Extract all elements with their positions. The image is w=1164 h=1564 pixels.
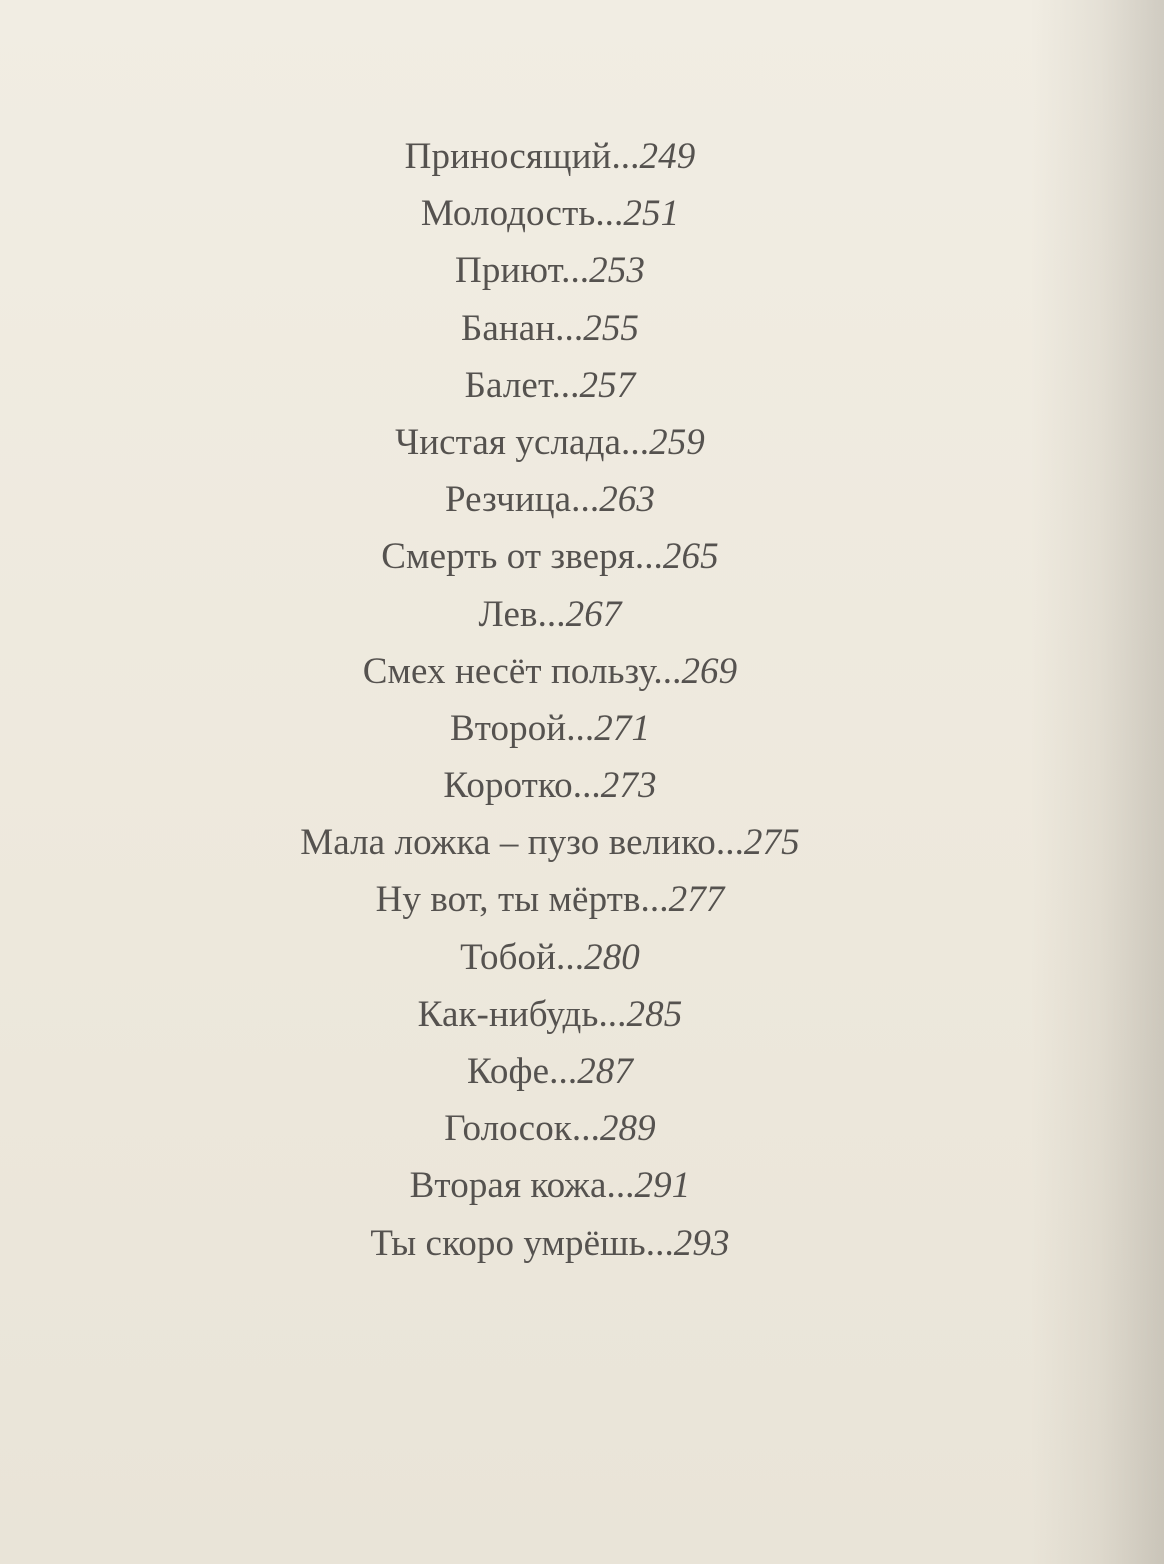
toc-entry-page-number: 263: [599, 479, 656, 521]
toc-entry-title: Голосок...: [444, 1108, 600, 1150]
toc-entry-page-number: 289: [599, 1108, 656, 1150]
toc-entry-title: Ну вот, ты мёртв...: [375, 879, 669, 921]
toc-entry-page-number: 273: [600, 765, 657, 807]
toc-entry: [0, 1043, 1100, 1100]
toc-entry-title: Резчица...: [444, 479, 600, 521]
toc-entry-title: Молодость...: [420, 193, 624, 235]
toc-entry-title: Смерть от зверя...: [381, 536, 663, 578]
toc-entry-title: Мала ложка – пузо велико...: [300, 822, 744, 864]
toc-entry-page-number: 291: [634, 1165, 691, 1207]
toc-entry: [0, 357, 1100, 414]
toc-entry-title: Ты скоро умрёшь...: [370, 1222, 674, 1264]
toc-entry: [0, 185, 1100, 242]
toc-entry: [0, 128, 1100, 185]
toc-entry-page-number: 271: [594, 707, 651, 749]
toc-entry-title: Смех несёт пользу...: [362, 650, 682, 692]
toc-entry: [0, 471, 1100, 528]
toc-entry-page-number: 251: [623, 193, 680, 235]
toc-entry-page-number: 285: [626, 993, 683, 1035]
toc-entry-page-number: 269: [681, 650, 738, 692]
toc-entry-title: Банан...: [460, 307, 584, 349]
toc-entry-title: Тобой...: [460, 936, 585, 978]
toc-entry-page-number: 280: [584, 936, 640, 978]
toc-entry: [0, 528, 1100, 585]
toc-entry-page-number: 255: [583, 307, 640, 349]
toc-entry-page-number: 259: [649, 421, 705, 463]
toc-entry-title: Вторая кожа...: [409, 1165, 635, 1207]
toc-entry-title: Второй...: [449, 707, 595, 749]
toc-entry-title: Коротко...: [443, 765, 601, 807]
toc-entry-title: Приют...: [455, 250, 590, 292]
toc-entry-page-number: 293: [673, 1222, 730, 1264]
toc-entry-page-number: 249: [639, 136, 696, 177]
toc-entry: [0, 300, 1100, 357]
toc-entry-title: Как-нибудь...: [417, 993, 627, 1035]
toc-entry: [0, 643, 1100, 700]
toc-entry: [0, 700, 1100, 757]
toc-entry-page-number: 277: [668, 879, 725, 921]
table-of-contents: [0, 128, 1100, 1272]
toc-entry: [0, 414, 1100, 471]
toc-entry-title: Кофе...: [467, 1051, 578, 1092]
toc-entry-title: Приносящий...: [404, 136, 640, 177]
toc-entry: [0, 586, 1100, 643]
toc-entry-page-number: 275: [743, 822, 800, 864]
toc-entry-page-number: 267: [565, 593, 622, 635]
toc-entry-title: Чистая услада...: [395, 421, 650, 463]
toc-entry-title: Лев...: [478, 593, 566, 635]
toc-entry: [0, 814, 1100, 871]
toc-entry-page-number: 253: [589, 250, 645, 292]
toc-entry: [0, 1215, 1100, 1272]
toc-entry-page-number: 257: [579, 364, 636, 406]
toc-entry: [0, 757, 1100, 814]
toc-entry: [0, 929, 1100, 986]
toc-entry: [0, 986, 1100, 1043]
toc-entry: [0, 1100, 1100, 1157]
toc-entry: [0, 1157, 1100, 1214]
toc-entry-page-number: 287: [577, 1051, 633, 1092]
toc-entry-page-number: 265: [662, 536, 719, 578]
toc-entry-title: Балет...: [464, 364, 580, 406]
toc-entry: [0, 242, 1100, 299]
toc-entry: [0, 871, 1100, 928]
